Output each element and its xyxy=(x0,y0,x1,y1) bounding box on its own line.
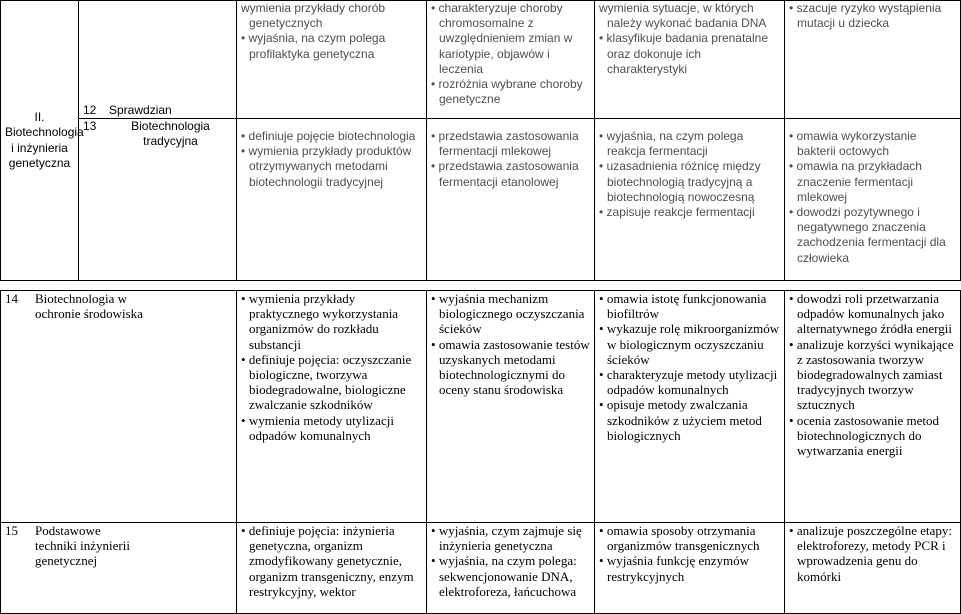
requirement-item: • dowodzi pozytywnego i negatywnego znaczenia zachodzenia fermentacji dla człowieka xyxy=(789,205,956,266)
requirement-item: • uzasadnienia różnicę między biotechnologią tradycyjną a biotechnologią nowoczesną xyxy=(599,159,780,205)
requirement-cell xyxy=(785,523,961,614)
topic-row-15 xyxy=(1,523,236,569)
requirement-item: wymienia przykłady chorób genetycznych xyxy=(241,1,386,31)
requirement-item: • opisuje metody zwalczania szkodników z użyciem metod biologicznych xyxy=(599,397,780,443)
requirement-cell xyxy=(237,523,427,614)
requirement-item: • wyjaśnia, na czym polega: sekwencjonowanie DNA, elektroforeza, łańcuchowa xyxy=(431,553,590,599)
requirement-cell xyxy=(785,291,961,523)
requirement-cell xyxy=(785,119,961,281)
requirement-item: • omawia wykorzystanie bakterii octowych xyxy=(789,129,956,159)
requirement-item: • wymienia metody utylizacji odpadów komunalnych xyxy=(241,413,422,443)
requirement-cell xyxy=(237,1,427,119)
topic-row-12 xyxy=(83,103,232,118)
requirement-item: • przedstawia zastosowania fermentacji mlekowej xyxy=(431,129,590,159)
requirement-item: • wymienia przykłady praktycznego wykorzystania organizmów do rozkładu substancji xyxy=(241,291,422,352)
topic-label: Sprawdzian xyxy=(109,102,172,117)
requirement-item: • definiuje pojęcia: inżynieria genetyczna, organizm zmodyfikowany genetycznie, organizm transgeniczny, enzym restrykcyjny, wektor xyxy=(241,523,422,599)
lesson-number: 12 xyxy=(83,102,97,117)
topic-row-13 xyxy=(79,118,236,149)
requirement-cell xyxy=(237,119,427,281)
requirement-cell xyxy=(237,291,427,523)
requirement-item: • omawia na przykładach znaczenie fermentacji mlekowej xyxy=(789,159,956,205)
requirement-item: • rozróżnia wybrane choroby genetyczne xyxy=(431,77,590,107)
requirement-cell xyxy=(595,523,785,614)
requirement-item: • analizuje poszczególne etapy: elektroforezy, metody PCR i wprowadzenia genu do komórki xyxy=(789,523,956,584)
topic-label: Biotechnologia tradycyjna xyxy=(131,118,210,148)
requirement-item: • dowodzi roli przetwarzania odpadów komunalnych jako alternatywnego źródła energii xyxy=(789,291,956,337)
table-gap xyxy=(1,281,961,291)
requirement-item: • wymienia przykłady produktów otrzymywanych metodami biotechnologii tradycyjnej xyxy=(241,144,422,190)
lesson-number: 14 xyxy=(5,291,18,306)
requirement-item: • ocenia zastosowanie metod biotechnologicznych do wytwarzania energii xyxy=(789,413,956,459)
requirement-item: • przedstawia zastosowania fermentacji etanolowej xyxy=(431,159,590,189)
requirement-item: • definiuje pojęcie biotechnologia xyxy=(241,129,422,144)
requirement-item: • omawia sposoby otrzymania organizmów transgenicznych xyxy=(599,523,780,553)
requirement-item: • charakteryzuje choroby chromosomalne z uwzględnieniem zmian w kariotypie, objawów i leczenia xyxy=(431,1,590,77)
requirement-item: • charakteryzuje metody utylizacji odpadów komunalnych xyxy=(599,367,780,397)
topic-row-14 xyxy=(1,291,236,321)
requirement-item: • wyjaśnia mechanizm biologicznego oczyszczania ścieków xyxy=(431,291,590,337)
topic-cell xyxy=(79,102,237,281)
requirement-item: • wyjaśnia funkcję enzymów restrykcyjnych xyxy=(599,553,780,583)
requirement-item: • definiuje pojęcia: oczyszczanie biologiczne, tworzywa biodegradowalne, biologiczne zwalczanie szkodników xyxy=(241,352,422,413)
requirement-item: • zapisuje reakcje fermentacji xyxy=(599,205,780,220)
topic-label: Biotechnologia w ochronie środowiska xyxy=(35,291,143,322)
lesson-number: 13 xyxy=(83,118,97,133)
requirement-item: • analizuje korzyści wynikające z zastosowania tworzyw biodegradowalnych zamiast tradycyjnych tworzyw sztucznych xyxy=(789,337,956,413)
requirement-item: • wykazuje rolę mikroorganizmów w biologicznym oczyszczaniu ścieków xyxy=(599,321,780,367)
requirement-cell xyxy=(427,291,595,523)
topic-cell xyxy=(1,523,237,614)
requirement-cell xyxy=(595,291,785,523)
section-cell xyxy=(1,1,84,281)
requirement-item: • klasyfikuje badania prenatalne oraz dokonuje ich charakterystyki xyxy=(599,31,780,77)
topic-cell xyxy=(1,291,237,523)
requirement-item: • omawia zastosowanie testów uzyskanych metodami biotechnologicznymi do oceny stanu środowiska xyxy=(431,337,590,398)
requirement-item: • wyjaśnia, na czym polega profilaktyka genetyczna xyxy=(241,31,422,61)
requirement-cell xyxy=(427,1,595,119)
requirement-cell xyxy=(595,119,785,281)
section-number: II. xyxy=(34,110,45,125)
requirement-item: • szacuje ryzyko wystąpienia mutacji u dziecka xyxy=(789,1,956,31)
requirement-item: wymienia sytuacje, w których należy wykonać badania DNA xyxy=(599,1,767,31)
requirement-item: • omawia istotę funkcjonowania biofiltrów xyxy=(599,291,780,321)
requirement-item: • wyjaśnia, na czym polega reakcja fermentacji xyxy=(599,129,780,159)
section-title: Biotechnologia i inżynieria genetyczna xyxy=(5,125,84,170)
requirement-cell xyxy=(427,523,595,614)
requirement-item: • wyjaśnia, czym zajmuje się inżynieria genetyczna xyxy=(431,523,590,553)
requirement-cell xyxy=(595,1,785,119)
topic-label: Podstawowe techniki inżynierii genetycznej xyxy=(35,523,130,569)
topic-cell-top xyxy=(79,1,237,119)
requirement-cell xyxy=(785,1,961,119)
lesson-number: 15 xyxy=(5,523,18,538)
requirement-cell xyxy=(427,119,595,281)
